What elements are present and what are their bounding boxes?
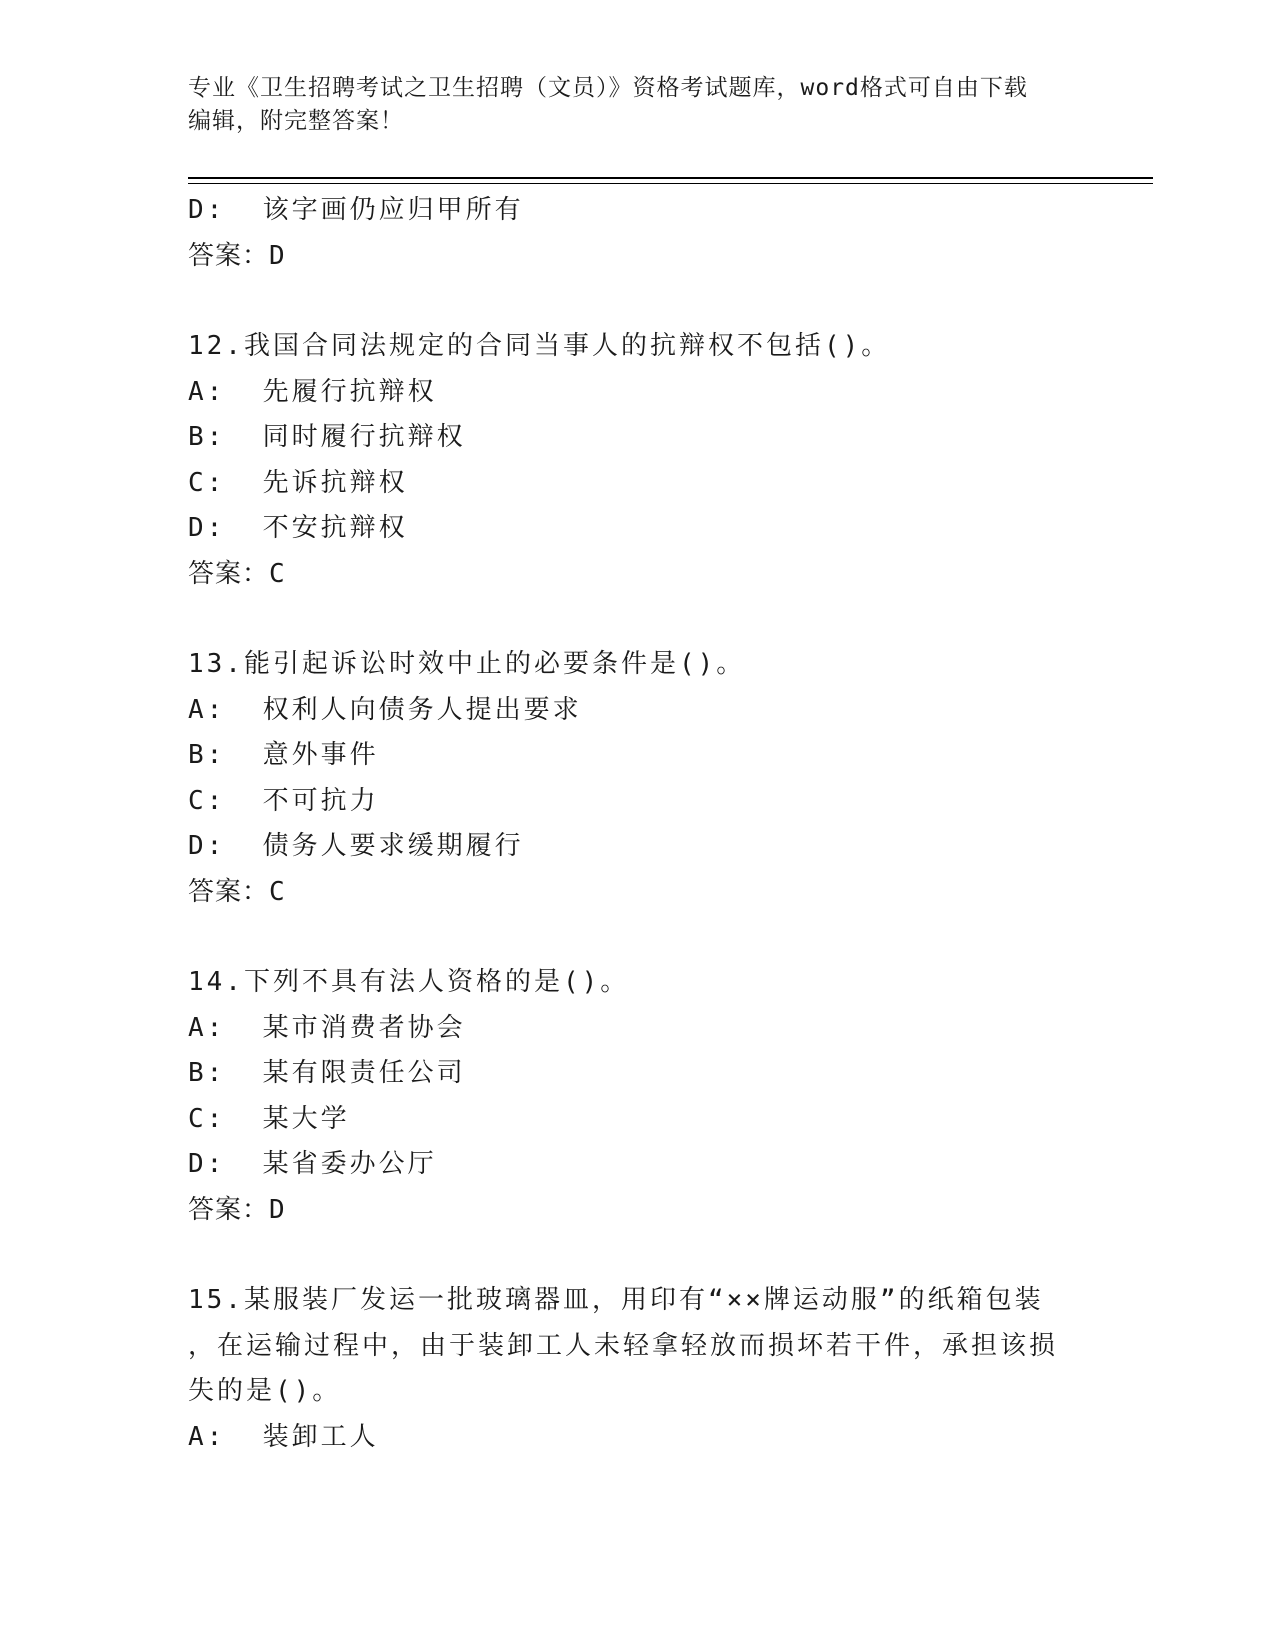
question-item bbox=[188, 1278, 1088, 1460]
option-c: C: 先诉抗辩权 bbox=[188, 467, 408, 498]
answer-label: 答案： bbox=[188, 876, 270, 907]
option-a: A: 先履行抗辩权 bbox=[188, 376, 437, 407]
option-a: A: 权利人向债务人提出要求 bbox=[188, 694, 582, 725]
answer-line bbox=[188, 234, 1088, 280]
header-divider-thick bbox=[188, 177, 1153, 179]
answer-line bbox=[188, 552, 1088, 598]
answer-label: 答案： bbox=[188, 240, 270, 271]
answer-line bbox=[188, 870, 1088, 916]
question-text: 13.能引起诉讼时效中止的必要条件是()。 bbox=[188, 649, 746, 679]
spacer bbox=[188, 597, 1088, 642]
question-item bbox=[188, 642, 1088, 915]
answer-label: 答案： bbox=[188, 1194, 270, 1225]
question-list bbox=[188, 188, 1088, 1460]
option-a: A: 某市消费者协会 bbox=[188, 1012, 466, 1043]
header-divider-thin bbox=[188, 183, 1153, 184]
question-text-line-3: 失的是()。 bbox=[188, 1376, 342, 1406]
option-c: C: 某大学 bbox=[188, 1103, 350, 1134]
option-c: C: 不可抗力 bbox=[188, 785, 379, 816]
option-d: D: 债务人要求缓期履行 bbox=[188, 831, 524, 861]
option-b: B: 同时履行抗辩权 bbox=[188, 422, 466, 452]
option-b: B: 某有限责任公司 bbox=[188, 1058, 466, 1088]
question-text-line-2: ，在运输过程中，由于装卸工人未轻拿轻放而损坏若干件，承担该损 bbox=[188, 1330, 1059, 1361]
answer-line bbox=[188, 1188, 1088, 1234]
question-item bbox=[188, 324, 1088, 597]
header-line-2: 编辑，附完整答案！ bbox=[188, 108, 404, 134]
question-text: 14.下列不具有法人资格的是()。 bbox=[188, 967, 630, 997]
answer-label: 答案： bbox=[188, 558, 270, 589]
document-header bbox=[188, 72, 1088, 138]
answer-value: D bbox=[269, 1194, 286, 1225]
question-text-line-1: 15.某服装厂发运一批玻璃器皿，用印有“××牌运动服”的纸箱包装 bbox=[188, 1285, 1044, 1315]
option-b: B: 意外事件 bbox=[188, 740, 379, 770]
option-d: D: 某省委办公厅 bbox=[188, 1149, 437, 1179]
answer-value: C bbox=[269, 876, 286, 907]
spacer bbox=[188, 1233, 1088, 1278]
spacer bbox=[188, 279, 1088, 324]
option-d: D: 该字画仍应归甲所有 bbox=[188, 195, 524, 225]
header-line-1: 专业《卫生招聘考试之卫生招聘（文员）》资格考试题库，word格式可自由下载 bbox=[188, 75, 1028, 101]
answer-value: C bbox=[269, 558, 286, 589]
option-a: A: 装卸工人 bbox=[188, 1421, 379, 1452]
question-text: 12.我国合同法规定的合同当事人的抗辩权不包括()。 bbox=[188, 331, 891, 361]
answer-value: D bbox=[269, 240, 286, 271]
option-d: D: 不安抗辩权 bbox=[188, 513, 408, 543]
question-item bbox=[188, 960, 1088, 1233]
spacer bbox=[188, 915, 1088, 960]
